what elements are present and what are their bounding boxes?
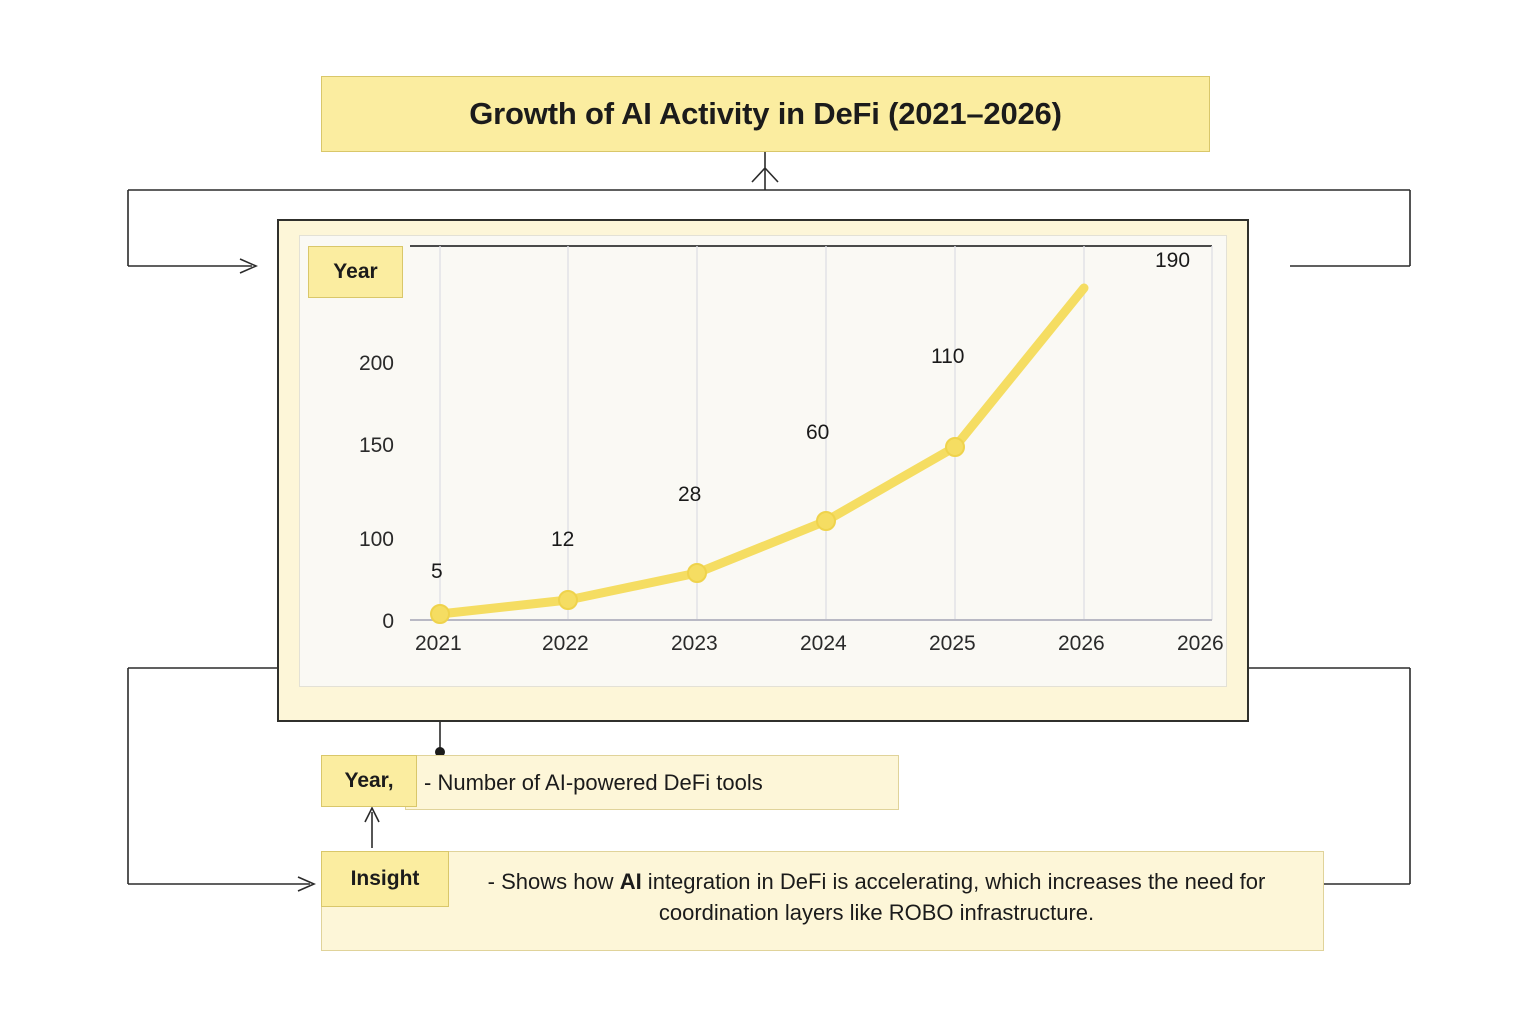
y-tick-0: 0	[382, 610, 394, 633]
point-label-2021: 5	[431, 560, 443, 583]
insight-line1-a: Shows how	[501, 869, 620, 894]
insight-note-box	[321, 851, 1324, 951]
x-tick-2022: 2022	[542, 632, 589, 655]
series-tag-label: Year,	[344, 769, 394, 792]
insight-line1-c: integration in DeFi is accelerating, which increases	[641, 869, 1142, 894]
point-label-2024: 60	[806, 421, 830, 444]
x-axis-chip	[308, 246, 403, 298]
x-tick-2024: 2024	[800, 632, 847, 655]
y-tick-150: 150	[358, 434, 394, 457]
x-axis-chip-label: Year	[333, 260, 378, 283]
series-tag	[321, 755, 417, 807]
insight-line2: the need for coordination layers like ROBO infrastructure.	[658, 869, 1266, 926]
x-tick-2023: 2023	[671, 632, 718, 655]
x-tick-2021: 2021	[415, 632, 462, 655]
x-tick-2026-end: 2026	[1177, 632, 1224, 655]
page-title: Growth of AI Activity in DeFi (2021–2026)	[469, 96, 1062, 131]
chart-title-box	[321, 76, 1210, 152]
series-note-label: Number of AI-powered DeFi tools	[437, 769, 763, 795]
insight-note-text	[450, 866, 1303, 928]
insight-tag	[321, 851, 449, 907]
point-label-2025: 110	[931, 345, 965, 368]
x-tick-2025: 2025	[929, 632, 976, 655]
point-label-2023: 28	[678, 483, 702, 506]
series-note-text	[424, 767, 763, 798]
y-tick-200: 200	[358, 352, 394, 375]
point-label-2022: 12	[551, 528, 575, 551]
insight-note-dash: -	[487, 869, 495, 894]
series-note-box	[405, 755, 899, 810]
series-note-dash: -	[424, 769, 432, 795]
point-label-2026: 190	[1155, 249, 1191, 272]
line-chart	[358, 238, 1224, 655]
insight-line1-bold: AI	[619, 869, 642, 894]
x-tick-2026: 2026	[1058, 632, 1105, 655]
y-tick-100: 100	[358, 528, 394, 551]
insight-tag-label: Insight	[350, 867, 420, 890]
